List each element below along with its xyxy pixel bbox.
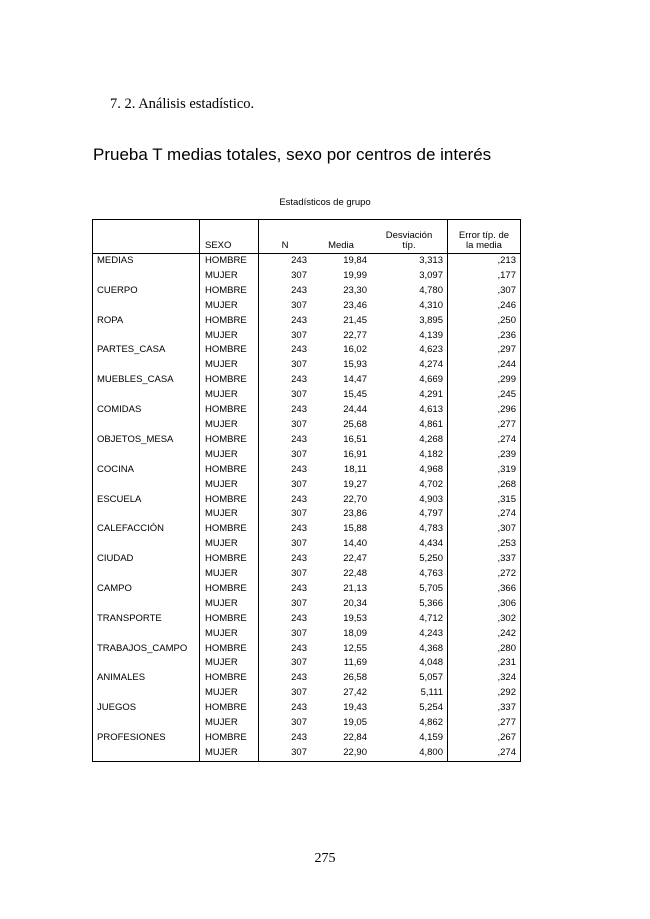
cell-n: 243 bbox=[291, 523, 307, 535]
cell-media: 19,05 bbox=[343, 717, 367, 729]
cell-variable: CAMPO bbox=[93, 582, 200, 597]
table-row bbox=[93, 254, 521, 269]
cell-n: 243 bbox=[291, 702, 307, 714]
page-number: 275 bbox=[314, 851, 336, 866]
cell-desviacion: 4,310 bbox=[371, 299, 448, 314]
cell-n: 243 bbox=[291, 553, 307, 565]
table-row bbox=[93, 284, 521, 299]
cell-error: ,272 bbox=[497, 568, 516, 580]
cell-desviacion: 5,705 bbox=[371, 582, 448, 597]
cell-n: 243 bbox=[291, 732, 307, 743]
cell-variable bbox=[93, 269, 200, 284]
cell-error: ,297 bbox=[497, 344, 516, 356]
cell-n: 307 bbox=[291, 717, 307, 729]
cell-sexo: HOMBRE bbox=[200, 254, 259, 269]
cell-variable: CIUDAD bbox=[93, 552, 200, 567]
cell-desviacion: 4,800 bbox=[371, 746, 448, 761]
cell-variable bbox=[93, 627, 200, 642]
cell-n: 307 bbox=[291, 538, 307, 550]
header-desviacion-line-2: típ. bbox=[402, 240, 416, 251]
table-row bbox=[93, 299, 521, 314]
table-row bbox=[93, 388, 521, 403]
cell-sexo: HOMBRE bbox=[200, 373, 259, 388]
cell-media: 21,13 bbox=[343, 582, 367, 594]
cell-variable bbox=[93, 597, 200, 612]
page-title: Prueba T medias totales, sexo por centros de interés bbox=[93, 145, 492, 164]
cell-desviacion: 4,368 bbox=[371, 642, 448, 657]
cell-media: 15,88 bbox=[343, 523, 367, 535]
cell-error: ,306 bbox=[497, 597, 516, 609]
cell-sexo: HOMBRE bbox=[200, 403, 259, 418]
cell-variable bbox=[93, 329, 200, 344]
cell-error: ,274 bbox=[497, 746, 516, 758]
group-statistics-table bbox=[92, 219, 521, 762]
cell-error: ,296 bbox=[497, 404, 516, 416]
cell-n: 243 bbox=[291, 344, 307, 356]
cell-error: ,213 bbox=[497, 255, 516, 266]
cell-sexo: MUJER bbox=[200, 478, 259, 493]
header-desviacion bbox=[371, 220, 448, 254]
table-row bbox=[93, 418, 521, 433]
header-variable bbox=[93, 220, 200, 254]
cell-media: 26,58 bbox=[343, 672, 367, 684]
cell-sexo: HOMBRE bbox=[200, 671, 259, 686]
cell-media: 27,42 bbox=[343, 687, 367, 699]
cell-n: 243 bbox=[291, 314, 307, 326]
cell-variable bbox=[93, 746, 200, 761]
cell-desviacion: 4,862 bbox=[371, 716, 448, 731]
cell-desviacion: 5,057 bbox=[371, 671, 448, 686]
table-row bbox=[93, 716, 521, 731]
cell-sexo: MUJER bbox=[200, 716, 259, 731]
cell-n: 307 bbox=[291, 269, 307, 281]
cell-variable: MUEBLES_CASA bbox=[93, 373, 200, 388]
cell-sexo: MUJER bbox=[200, 388, 259, 403]
table-row bbox=[93, 597, 521, 612]
cell-variable bbox=[93, 418, 200, 433]
cell-error: ,315 bbox=[497, 493, 516, 505]
header-error-line-1: Error típ. de bbox=[458, 230, 510, 241]
table-body bbox=[93, 254, 521, 762]
cell-n: 307 bbox=[291, 478, 307, 490]
cell-n: 307 bbox=[291, 568, 307, 580]
section-heading: 7. 2. Análisis estadístico. bbox=[110, 96, 255, 112]
header-media: Media bbox=[311, 220, 371, 254]
cell-sexo: HOMBRE bbox=[200, 433, 259, 448]
cell-media: 19,27 bbox=[343, 478, 367, 490]
cell-error: ,277 bbox=[497, 418, 516, 430]
cell-media: 22,48 bbox=[343, 568, 367, 580]
cell-sexo: MUJER bbox=[200, 448, 259, 463]
header-n: N bbox=[259, 220, 312, 254]
cell-desviacion: 5,250 bbox=[371, 552, 448, 567]
cell-desviacion: 4,780 bbox=[371, 284, 448, 299]
cell-error: ,299 bbox=[497, 374, 516, 386]
cell-media: 22,70 bbox=[343, 493, 367, 505]
cell-desviacion: 4,291 bbox=[371, 388, 448, 403]
cell-variable bbox=[93, 567, 200, 582]
cell-n: 243 bbox=[291, 433, 307, 445]
cell-error: ,236 bbox=[497, 329, 516, 341]
cell-error: ,231 bbox=[497, 657, 516, 669]
cell-desviacion: 5,111 bbox=[371, 686, 448, 701]
table-row bbox=[93, 343, 521, 358]
cell-n: 307 bbox=[291, 657, 307, 669]
cell-sexo: MUJER bbox=[200, 746, 259, 761]
cell-error: ,268 bbox=[497, 478, 516, 490]
cell-error: ,319 bbox=[497, 463, 516, 475]
cell-n: 243 bbox=[291, 284, 307, 296]
table-row bbox=[93, 493, 521, 508]
cell-sexo: HOMBRE bbox=[200, 522, 259, 537]
cell-variable: CUERPO bbox=[93, 284, 200, 299]
table-row bbox=[93, 522, 521, 537]
cell-sexo: MUJER bbox=[200, 269, 259, 284]
cell-desviacion: 4,797 bbox=[371, 507, 448, 522]
cell-media: 22,90 bbox=[343, 746, 367, 758]
cell-desviacion: 4,434 bbox=[371, 537, 448, 552]
cell-media: 20,34 bbox=[343, 597, 367, 609]
cell-media: 23,46 bbox=[343, 299, 367, 311]
cell-error: ,280 bbox=[497, 642, 516, 654]
cell-sexo: MUJER bbox=[200, 507, 259, 522]
cell-desviacion: 4,712 bbox=[371, 612, 448, 627]
cell-desviacion: 4,968 bbox=[371, 463, 448, 478]
cell-variable: JUEGOS bbox=[93, 701, 200, 716]
table-header-row bbox=[93, 220, 521, 254]
cell-media: 22,47 bbox=[343, 553, 367, 565]
cell-media: 23,30 bbox=[343, 284, 367, 296]
cell-error: ,337 bbox=[497, 702, 516, 714]
cell-n: 307 bbox=[291, 508, 307, 520]
table-row bbox=[93, 746, 521, 761]
cell-media: 15,93 bbox=[343, 359, 367, 371]
cell-sexo: MUJER bbox=[200, 299, 259, 314]
cell-media: 14,40 bbox=[343, 538, 367, 550]
cell-desviacion: 4,623 bbox=[371, 343, 448, 358]
cell-media: 18,11 bbox=[343, 463, 367, 475]
cell-desviacion: 4,763 bbox=[371, 567, 448, 582]
cell-sexo: MUJER bbox=[200, 567, 259, 582]
cell-desviacion: 4,182 bbox=[371, 448, 448, 463]
cell-error: ,366 bbox=[497, 582, 516, 594]
header-sexo: SEXO bbox=[200, 220, 259, 254]
cell-sexo: HOMBRE bbox=[200, 552, 259, 567]
cell-desviacion: 4,669 bbox=[371, 373, 448, 388]
cell-error: ,274 bbox=[497, 508, 516, 520]
cell-error: ,242 bbox=[497, 627, 516, 639]
table-row bbox=[93, 314, 521, 329]
table-row bbox=[93, 463, 521, 478]
cell-error: ,250 bbox=[497, 314, 516, 326]
cell-error: ,253 bbox=[497, 538, 516, 550]
cell-n: 243 bbox=[291, 255, 307, 266]
cell-variable: MEDIAS bbox=[93, 254, 200, 269]
table-caption: Estadísticos de grupo bbox=[279, 197, 371, 208]
cell-error: ,292 bbox=[497, 687, 516, 699]
cell-media: 22,77 bbox=[343, 329, 367, 341]
cell-n: 307 bbox=[291, 359, 307, 371]
cell-sexo: HOMBRE bbox=[200, 731, 259, 746]
cell-n: 243 bbox=[291, 493, 307, 505]
cell-desviacion: 4,702 bbox=[371, 478, 448, 493]
cell-sexo: MUJER bbox=[200, 627, 259, 642]
table-row bbox=[93, 686, 521, 701]
cell-media: 15,45 bbox=[343, 389, 367, 401]
cell-sexo: MUJER bbox=[200, 537, 259, 552]
cell-variable bbox=[93, 686, 200, 701]
header-desviacion-line-1: Desviación bbox=[385, 230, 433, 241]
table-row bbox=[93, 701, 521, 716]
table-row bbox=[93, 403, 521, 418]
cell-variable: OBJETOS_MESA bbox=[93, 433, 200, 448]
cell-desviacion: 4,903 bbox=[371, 493, 448, 508]
cell-variable bbox=[93, 299, 200, 314]
cell-desviacion: 3,097 bbox=[371, 269, 448, 284]
cell-sexo: HOMBRE bbox=[200, 612, 259, 627]
cell-n: 307 bbox=[291, 746, 307, 758]
cell-n: 243 bbox=[291, 642, 307, 654]
table-row bbox=[93, 329, 521, 344]
table-row bbox=[93, 567, 521, 582]
table-row bbox=[93, 552, 521, 567]
cell-n: 243 bbox=[291, 374, 307, 386]
cell-media: 11,69 bbox=[343, 657, 367, 669]
cell-desviacion: 4,159 bbox=[371, 731, 448, 746]
table-row bbox=[93, 582, 521, 597]
cell-error: ,337 bbox=[497, 553, 516, 565]
cell-variable bbox=[93, 716, 200, 731]
cell-error: ,274 bbox=[497, 433, 516, 445]
cell-sexo: HOMBRE bbox=[200, 314, 259, 329]
cell-desviacion: 5,254 bbox=[371, 701, 448, 716]
cell-error: ,302 bbox=[497, 612, 516, 624]
cell-error: ,239 bbox=[497, 448, 516, 460]
table-row bbox=[93, 731, 521, 746]
table-row bbox=[93, 537, 521, 552]
cell-variable: TRANSPORTE bbox=[93, 612, 200, 627]
cell-n: 307 bbox=[291, 687, 307, 699]
cell-n: 243 bbox=[291, 463, 307, 475]
cell-sexo: HOMBRE bbox=[200, 701, 259, 716]
cell-n: 243 bbox=[291, 672, 307, 684]
cell-sexo: HOMBRE bbox=[200, 642, 259, 657]
cell-sexo: MUJER bbox=[200, 418, 259, 433]
table-row bbox=[93, 433, 521, 448]
cell-sexo: HOMBRE bbox=[200, 582, 259, 597]
cell-error: ,245 bbox=[497, 389, 516, 401]
cell-variable: PARTES_CASA bbox=[93, 343, 200, 358]
cell-sexo: HOMBRE bbox=[200, 463, 259, 478]
cell-error: ,277 bbox=[497, 717, 516, 729]
cell-error: ,307 bbox=[497, 284, 516, 296]
cell-variable bbox=[93, 507, 200, 522]
cell-media: 25,68 bbox=[343, 418, 367, 430]
cell-n: 243 bbox=[291, 582, 307, 594]
cell-n: 307 bbox=[291, 627, 307, 639]
cell-n: 307 bbox=[291, 389, 307, 401]
cell-sexo: MUJER bbox=[200, 686, 259, 701]
cell-desviacion: 4,274 bbox=[371, 358, 448, 373]
cell-variable bbox=[93, 656, 200, 671]
table-row bbox=[93, 507, 521, 522]
cell-desviacion: 3,895 bbox=[371, 314, 448, 329]
cell-variable: ROPA bbox=[93, 314, 200, 329]
cell-media: 16,91 bbox=[343, 448, 367, 460]
cell-n: 307 bbox=[291, 329, 307, 341]
cell-sexo: MUJER bbox=[200, 656, 259, 671]
header-error-line-2: la media bbox=[466, 240, 502, 251]
table-row bbox=[93, 671, 521, 686]
cell-variable: COCINA bbox=[93, 463, 200, 478]
cell-n: 243 bbox=[291, 404, 307, 416]
cell-error: ,267 bbox=[497, 732, 516, 743]
cell-variable: COMIDAS bbox=[93, 403, 200, 418]
cell-media: 12,55 bbox=[343, 642, 367, 654]
table-row bbox=[93, 627, 521, 642]
cell-variable bbox=[93, 478, 200, 493]
cell-media: 18,09 bbox=[343, 627, 367, 639]
cell-sexo: HOMBRE bbox=[200, 493, 259, 508]
table-row bbox=[93, 373, 521, 388]
table-row bbox=[93, 269, 521, 284]
cell-sexo: HOMBRE bbox=[200, 343, 259, 358]
cell-n: 307 bbox=[291, 448, 307, 460]
table-row bbox=[93, 448, 521, 463]
cell-n: 243 bbox=[291, 612, 307, 624]
cell-variable bbox=[93, 388, 200, 403]
cell-sexo: MUJER bbox=[200, 329, 259, 344]
cell-variable: ANIMALES bbox=[93, 671, 200, 686]
cell-error: ,177 bbox=[497, 269, 516, 281]
table-row bbox=[93, 358, 521, 373]
cell-n: 307 bbox=[291, 597, 307, 609]
cell-media: 16,51 bbox=[343, 433, 367, 445]
cell-error: ,244 bbox=[497, 359, 516, 371]
cell-desviacion: 3,313 bbox=[371, 254, 448, 269]
cell-variable: CALEFACCIÓN bbox=[93, 522, 200, 537]
cell-error: ,307 bbox=[497, 523, 516, 535]
cell-variable: ESCUELA bbox=[93, 493, 200, 508]
cell-variable bbox=[93, 358, 200, 373]
cell-desviacion: 4,048 bbox=[371, 656, 448, 671]
cell-media: 16,02 bbox=[343, 344, 367, 356]
cell-desviacion: 4,268 bbox=[371, 433, 448, 448]
cell-media: 23,86 bbox=[343, 508, 367, 520]
header-error bbox=[448, 220, 521, 254]
cell-desviacion: 4,243 bbox=[371, 627, 448, 642]
cell-sexo: MUJER bbox=[200, 358, 259, 373]
cell-media: 21,45 bbox=[343, 314, 367, 326]
cell-desviacion: 4,861 bbox=[371, 418, 448, 433]
cell-media: 19,99 bbox=[343, 269, 367, 281]
cell-sexo: MUJER bbox=[200, 597, 259, 612]
cell-media: 22,84 bbox=[343, 732, 367, 743]
cell-variable: TRABAJOS_CAMPO bbox=[93, 642, 200, 657]
table-row bbox=[93, 478, 521, 493]
cell-media: 19,53 bbox=[343, 612, 367, 624]
cell-error: ,324 bbox=[497, 672, 516, 684]
table-row bbox=[93, 656, 521, 671]
cell-desviacion: 4,613 bbox=[371, 403, 448, 418]
cell-error: ,246 bbox=[497, 299, 516, 311]
cell-media: 24,44 bbox=[343, 404, 367, 416]
cell-media: 19,43 bbox=[343, 702, 367, 714]
cell-media: 19,84 bbox=[343, 255, 367, 266]
cell-desviacion: 5,366 bbox=[371, 597, 448, 612]
cell-variable bbox=[93, 448, 200, 463]
table-row bbox=[93, 612, 521, 627]
table-row bbox=[93, 642, 521, 657]
cell-variable: PROFESIONES bbox=[93, 731, 200, 746]
cell-sexo: HOMBRE bbox=[200, 284, 259, 299]
cell-desviacion: 4,783 bbox=[371, 522, 448, 537]
cell-n: 307 bbox=[291, 418, 307, 430]
cell-desviacion: 4,139 bbox=[371, 329, 448, 344]
cell-variable bbox=[93, 537, 200, 552]
cell-n: 307 bbox=[291, 299, 307, 311]
cell-media: 14,47 bbox=[343, 374, 367, 386]
